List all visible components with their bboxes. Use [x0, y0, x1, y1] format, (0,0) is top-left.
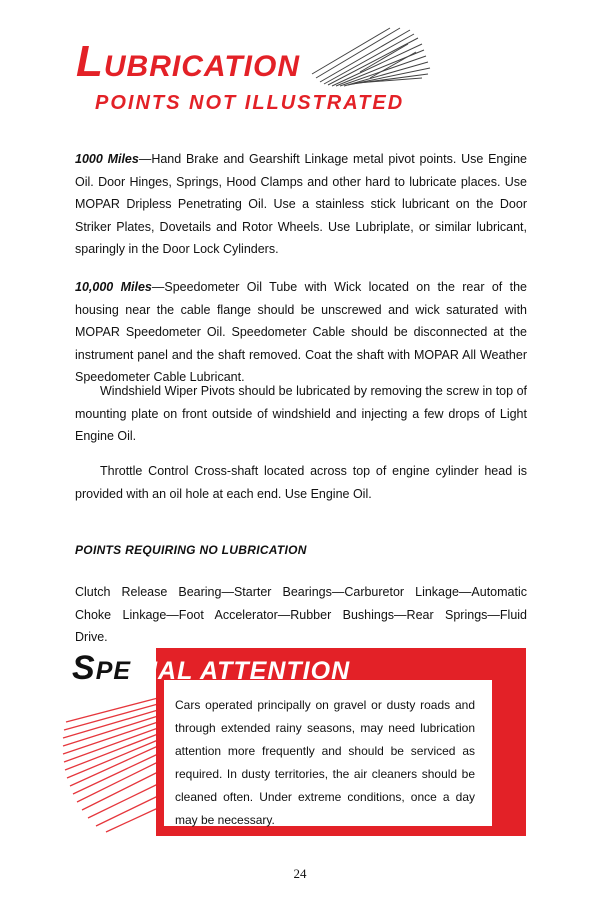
title-initial: L	[76, 37, 104, 86]
page-subtitle: POINTS NOT ILLUSTRATED	[95, 92, 405, 114]
special-title-initial: S	[72, 649, 96, 687]
no-lubrication-list: Clutch Release Bearing—Starter Bearings—Carburetor Linkage—Automatic Choke Linkage—Foot Accelerator—Rubber Bushings—Rear Springs—Fluid Drive.	[75, 585, 527, 644]
red-brush-stroke-icon	[58, 692, 168, 842]
title-rest: UBRICATION	[103, 50, 300, 83]
paragraph-lead: 1000 Miles	[75, 152, 139, 166]
paragraph-body: —Hand Brake and Gearshift Linkage metal pivot points. Use Engine Oil. Door Hinges, Springs, Hood Clamps and other hard to lubricate places. Use MOPAR Dripless Penetrating Oil. Use a stainless stick lubricant on the Door Striker Plates, Dovetails and Rotor Wheels. Use Lubriplate, or similar lubricant, sparingly in the Door Lock Cylinders.	[75, 152, 527, 256]
special-attention-title	[72, 650, 350, 689]
no-lubrication-heading: POINTS REQUIRING NO LUBRICATION	[75, 543, 307, 557]
special-title-dark: PE	[95, 657, 132, 685]
paragraph-wiper-pivots: Windshield Wiper Pivots should be lubricated by removing the screw in top of mounting plate on front outside of windshield and injecting a few drops of Light Engine Oil.	[75, 384, 527, 443]
paragraph-10000-miles	[75, 276, 527, 389]
paragraph-lead: 10,000 Miles	[75, 280, 152, 294]
brush-stroke-decoration-icon	[300, 22, 450, 92]
paragraph-throttle-control: Throttle Control Cross-shaft located across top of engine cylinder head is provided with an oil hole at each end. Use Engine Oil.	[75, 464, 527, 501]
page-title	[76, 37, 300, 86]
paragraph-body: —Speedometer Oil Tube with Wick located on the rear of the housing near the cable flange should be unscrewed and wick saturated with MOPAR Speedometer Oil. Speedometer Cable should be disconnected at the instrument panel and the shaft removed. Coat the shaft with MOPAR All Weather Speedometer Cable Lubricant.	[75, 280, 528, 384]
special-attention-body: Cars operated principally on gravel or dusty roads and through extended rainy seasons, may need lubrication attention more frequently and should be serviced as required. In dusty territories, the air cleaners should be cleaned often. Under extreme conditions, once a day may be necessary.	[175, 698, 475, 827]
page-number: 24	[293, 866, 307, 881]
special-title-white: CIAL ATTENTION	[131, 657, 351, 685]
paragraph-1000-miles	[75, 148, 527, 261]
